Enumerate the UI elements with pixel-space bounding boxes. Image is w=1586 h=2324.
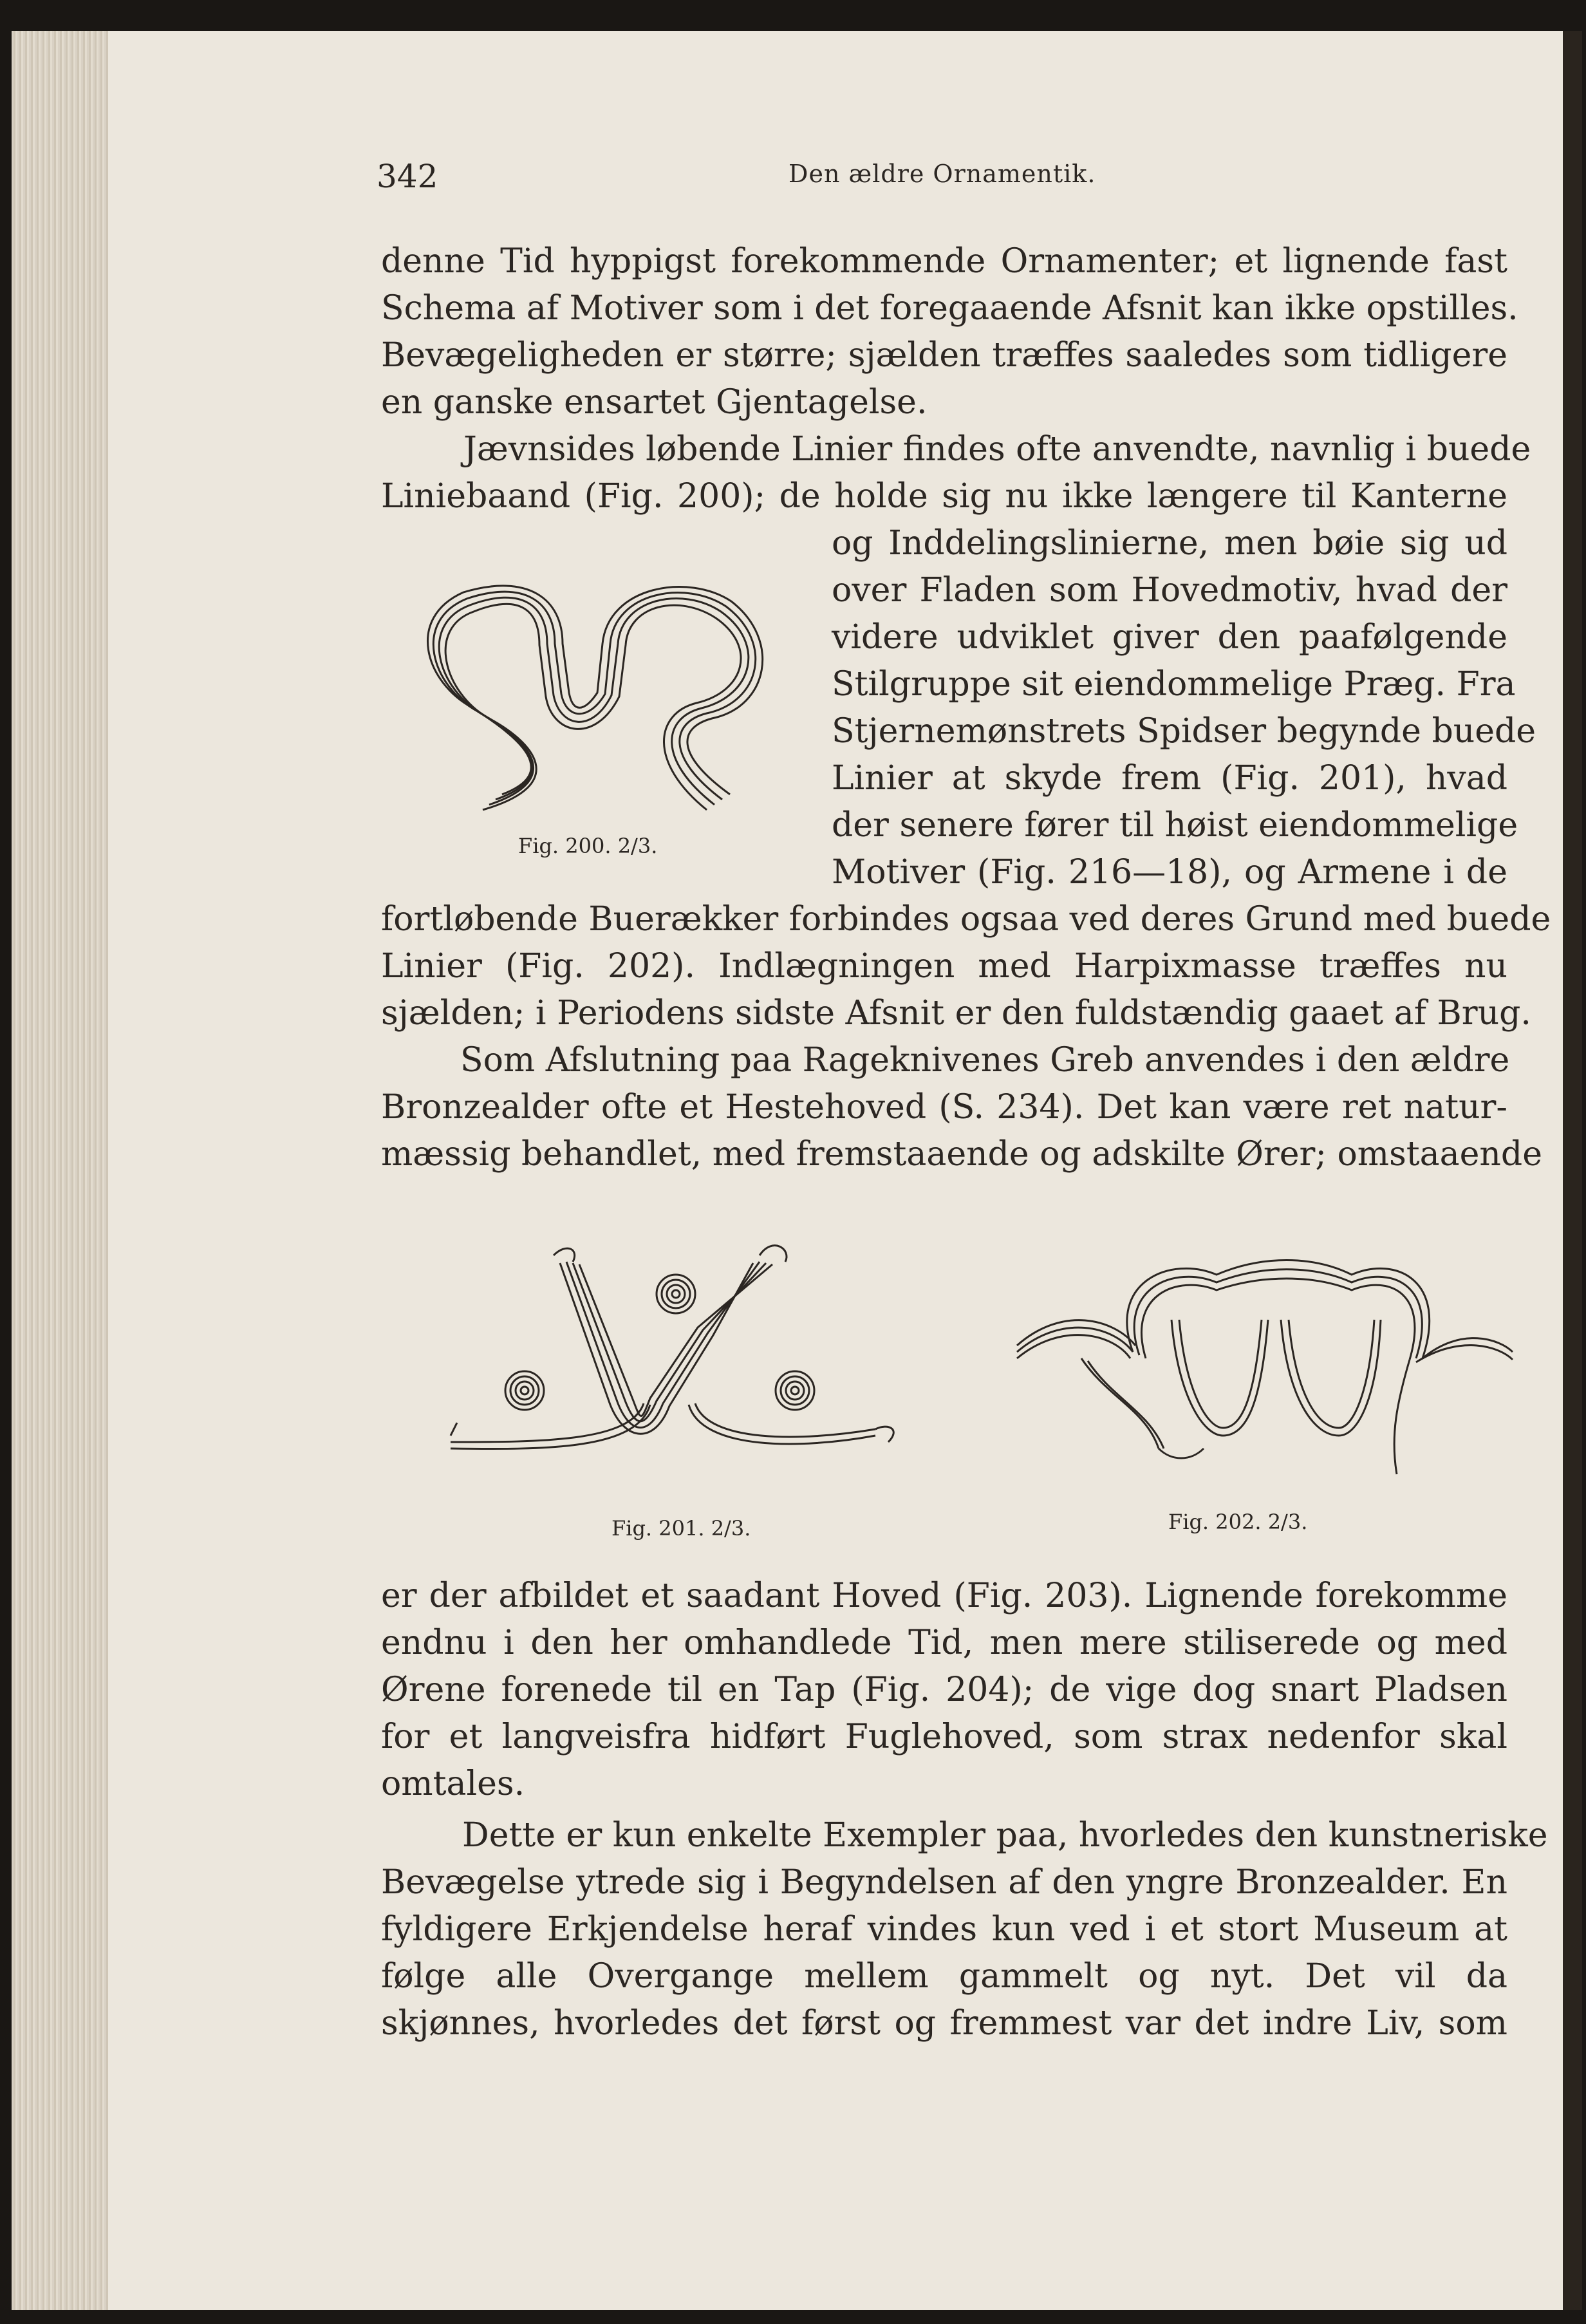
text-line: og Inddelingslinierne, men bøie sig ud <box>832 524 1507 563</box>
text-line: Linier (Fig. 202). Indlægningen med Harpixmasse træffes nu <box>381 947 1507 986</box>
text-line: over Fladen som Hovedmotiv, hvad der <box>832 571 1507 610</box>
text-line: Stjernemønstrets Spidser begynde buede <box>832 712 1536 751</box>
text-line: Motiver (Fig. 216—18), og Armene i de <box>832 853 1507 892</box>
text-line: Stilgruppe sit eiendommelige Præg. Fra <box>832 665 1516 704</box>
text-line: videre udviklet giver den paafølgende <box>832 618 1507 657</box>
text-line: Dette er kun enkelte Exempler paa, hvorledes den kunstneriske <box>462 1816 1548 1855</box>
text-line: Bevægeligheden er større; sjælden træffes saaledes som tidligere <box>381 336 1507 375</box>
text-line: er der afbildet et saadant Hoved (Fig. 203). Lignende forekomme <box>381 1577 1507 1615</box>
text-line: fortløbende Buerækker forbindes ogsaa ved deres Grund med buede <box>381 900 1551 939</box>
text-line: følge alle Overgange mellem gammelt og nyt. Det vil da <box>381 1957 1507 1996</box>
text-line: endnu i den her omhandlede Tid, men mere stiliserede og med <box>381 1624 1507 1662</box>
figure-201-ornament <box>438 1236 927 1481</box>
text-line: en ganske ensartet Gjentagelse. <box>381 383 928 422</box>
figure-202-caption: Fig. 202. 2/3. <box>1168 1510 1308 1534</box>
text-line: sjælden; i Periodens sidste Afsnit er den fuldstændig gaaet af Brug. <box>381 994 1531 1033</box>
text-line: Linier at skyde frem (Fig. 201), hvad <box>832 759 1507 798</box>
text-line: Bevægelse ytrede sig i Begyndelsen af den yngre Bronzealder. En <box>381 1863 1507 1902</box>
text-line: Ørene forenede til en Tap (Fig. 204); de vige dog snart Pladsen <box>381 1671 1507 1709</box>
text-line: skjønnes, hvorledes det først og fremmest var det indre Liv, som <box>381 2004 1507 2043</box>
text-line: Jævnsides løbende Linier findes ofte anvendte, navnlig i buede <box>463 430 1531 469</box>
page-edge-right <box>1563 31 1582 2310</box>
figure-201-caption: Fig. 201. 2/3. <box>611 1516 751 1541</box>
running-title: Den ældre Ornamentik. <box>788 160 1096 188</box>
text-line: fyldigere Erkjendelse heraf vindes kun ved i et stort Museum at <box>381 1910 1507 1949</box>
figure-200-ornament <box>399 567 785 824</box>
text-line: Liniebaand (Fig. 200); de holde sig nu ikke længere til Kanterne <box>381 477 1507 516</box>
text-line: denne Tid hyppigst forekommende Ornamenter; et lignende fast <box>381 242 1507 281</box>
page-edge-left <box>12 31 108 2310</box>
text-line: for et langveisfra hidført Fuglehoved, som strax nedenfor skal <box>381 1718 1507 1756</box>
text-line: mæssig behandlet, med fremstaaende og adskilte Ører; omstaaende <box>381 1135 1542 1174</box>
text-line: der senere fører til høist eiendommelige <box>832 806 1518 845</box>
text-line: Som Afslutning paa Rageknivenes Greb anvendes i den ældre <box>460 1041 1510 1080</box>
text-line: omtales. <box>381 1765 525 1803</box>
page-number: 342 <box>377 158 438 195</box>
figure-202-ornament <box>1011 1242 1513 1487</box>
text-line: Bronzealder ofte et Hestehoved (S. 234). Det kan være ret natur- <box>381 1088 1507 1127</box>
figure-200-caption: Fig. 200. 2/3. <box>518 834 658 858</box>
text-line: Schema af Motiver som i det foregaaende Afsnit kan ikke opstilles. <box>381 289 1518 328</box>
